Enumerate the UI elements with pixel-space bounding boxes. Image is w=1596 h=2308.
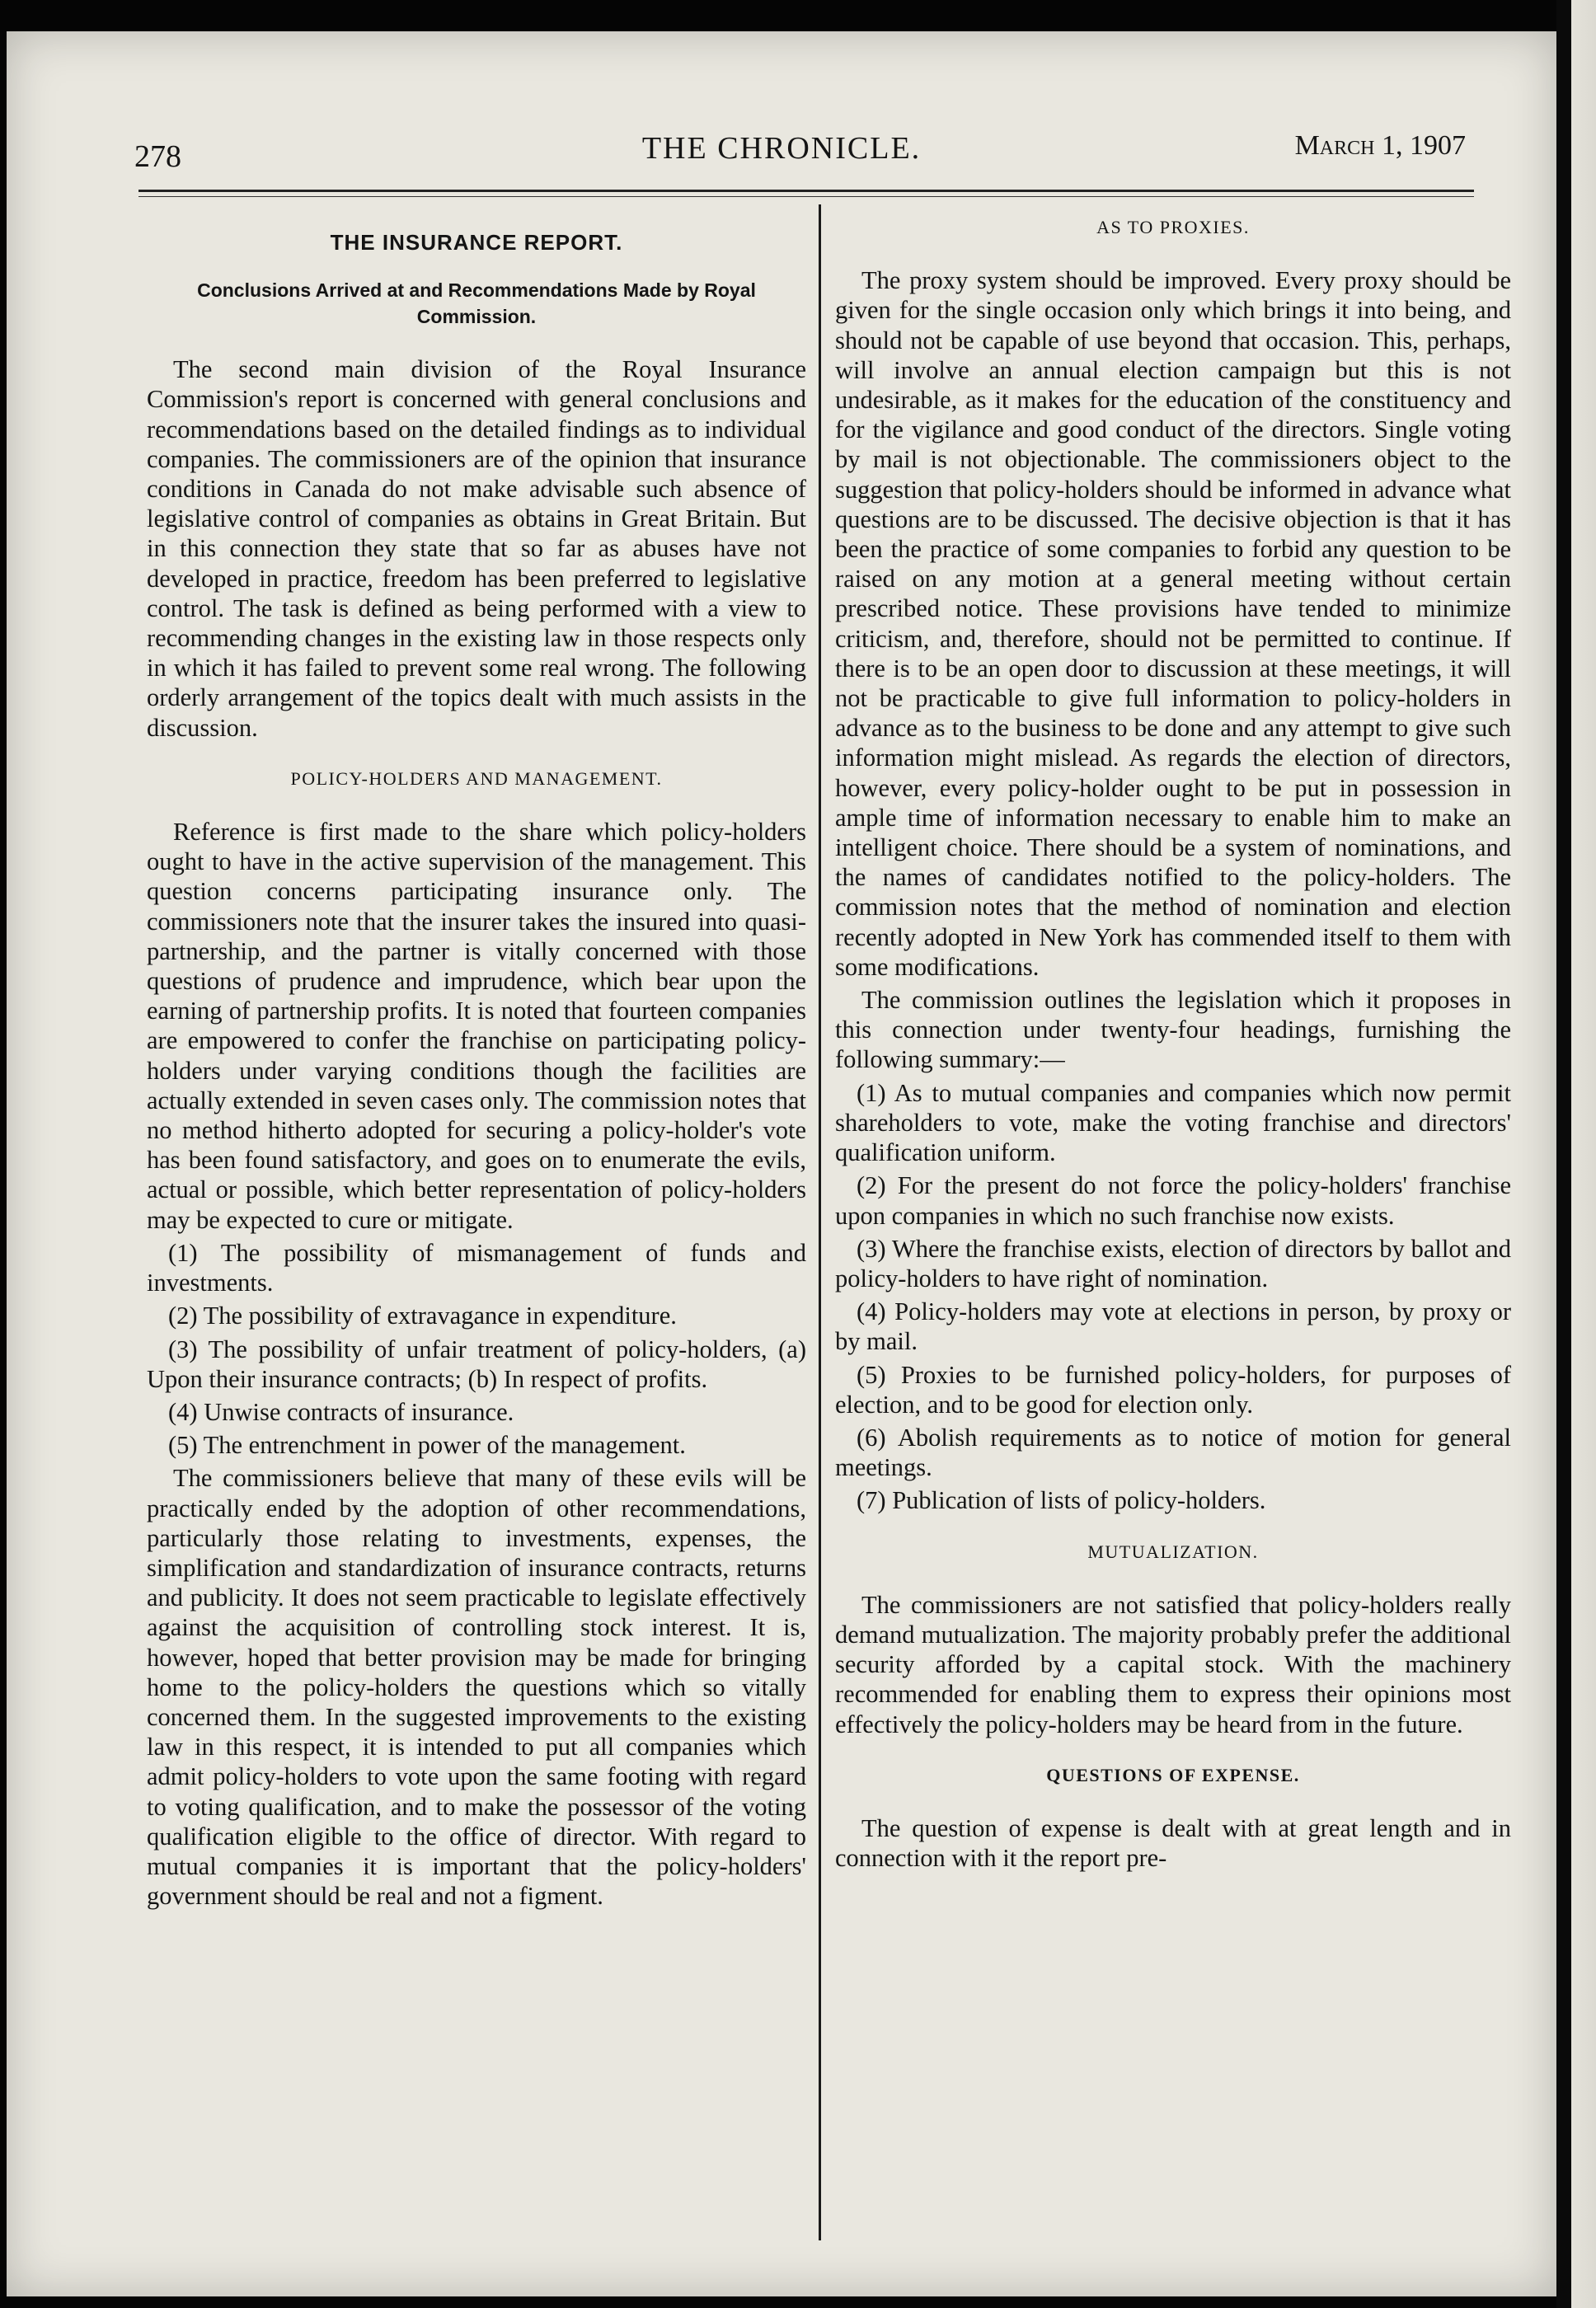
- evils-list-item: (1) The possibility of mismanagement of funds and investments.: [147, 1238, 806, 1297]
- left-column: [147, 213, 806, 1914]
- section-heading-expense: QUESTIONS OF EXPENSE.: [1046, 1764, 1300, 1785]
- evils-list-item: (5) The entrenchment in power of the management.: [168, 1431, 686, 1460]
- summary-list-item: (7) Publication of lists of policy-holders.: [857, 1486, 1266, 1515]
- summary-list-item: (1) As to mutual companies and companies which now permit shareholders to vote, make the voting franchise and directors' qualification uniform.: [835, 1078, 1511, 1167]
- article-subtitle: Conclusions Arrived at and Recommendations Made by Royal Commission.: [197, 279, 756, 328]
- summary-list-item: (6) Abolish requirements as to notice of motion for general meetings.: [835, 1423, 1511, 1482]
- summary-intro: The commission outlines the legislation which it proposes in this connection under twenty-four headings, furnishing the following summary:—: [835, 986, 1511, 1074]
- article-title: THE INSURANCE REPORT.: [330, 230, 623, 255]
- section-heading-policy-holders: POLICY-HOLDERS AND MANAGEMENT.: [290, 767, 663, 789]
- evils-list-item: (3) The possibility of unfair treatment of policy-holders, (a) Upon their insurance contracts; (b) In respect of profits.: [147, 1335, 806, 1393]
- running-header: [7, 31, 1556, 188]
- evils-list-item: (4) Unwise contracts of insurance.: [168, 1397, 514, 1426]
- expense-paragraph: The question of expense is dealt with at great length and in connection with it the report pre-: [835, 1813, 1511, 1873]
- right-column: [835, 213, 1511, 1876]
- summary-list-item: (5) Proxies to be furnished policy-holders, for purposes of election, and to be good for election only.: [835, 1360, 1511, 1419]
- journal-title: THE CHRONICLE.: [641, 131, 922, 166]
- adjacent-page-edge: [1556, 0, 1596, 2308]
- summary-list-item: (2) For the present do not force the policy-holders' franchise upon companies in which no such franchise now exists.: [835, 1171, 1511, 1230]
- page-number: 278: [134, 139, 181, 174]
- header-rule: [138, 190, 1474, 192]
- summary-list-item: (3) Where the franchise exists, election of directors by ballot and policy-holders to have right of nomination.: [835, 1234, 1511, 1292]
- mutualization-paragraph: The commissioners are not satisfied that policy-holders really demand mutualization. The majority probably prefer the additional security afforded by a capital stock. With the machinery recommended for enabling them to express their opinions most effectively the policy-holders may be heard from in the future.: [835, 1590, 1511, 1738]
- column-divider: [819, 204, 821, 2240]
- closing-paragraph: The commissioners believe that many of these evils will be practically ended by the adoption of other recommendations, particularly those relating to investments, expenses, the simplification and standardization of insurance contracts, returns and publicity. It does not seem practicable to legislate effectively against the acquisition of controlling stock interest. It is, however, hoped that better provision may be made for bringing home to the policy-holders the questions which so vitally concerned them. In the suggested improvements to the existing law in this respect, it is intended to put all companies which admit policy-holders to vote upon the same footing with regard to voting qualification, and to make the possessor of the voting qualification eligible to the office of director. With regard to mutual companies it is important that the policy-holders' government should be real and not a figment.: [147, 1464, 806, 1911]
- section-heading-proxies: AS TO PROXIES.: [1096, 217, 1250, 237]
- intro-paragraph: The second main division of the Royal Insurance Commission's report is concerned with general conclusions and recommendations based on the detailed findings as to individual companies. The commissioners are of the opinion that insurance conditions in Canada do not make advisable such absence of legislative control of companies as obtains in Great Britain. But in this connection they state that so far as abuses have not developed in practice, freedom has been preferred to legislative control. The task is defined as being performed with a view to recommending changes in the existing law in those respects only in which it has failed to prevent some real wrong. The following orderly arrangement of the topics dealt with much assists in the discussion.: [147, 355, 806, 742]
- evils-list-item: (2) The possibility of extravagance in expenditure.: [168, 1302, 677, 1330]
- summary-list-item: (4) Policy-holders may vote at elections in person, by proxy or by mail.: [835, 1297, 1511, 1356]
- header-rule-thin: [138, 196, 1474, 197]
- section-heading-mutualization: MUTUALIZATION.: [1087, 1541, 1259, 1562]
- newspaper-page: [7, 31, 1556, 2296]
- issue-date: March 1, 1907: [1294, 130, 1466, 161]
- proxies-paragraph: The proxy system should be improved. Every proxy should be given for the single occasion only which brings it into being, and should not be capable of use beyond that occasion. This, perhaps, will involve an annual election campaign but this is not undesirable, as it makes for the education of the constituency and for the vigilance and good conduct of the directors. Single voting by mail is not objectionable. The commissioners object to the suggestion that policy-holders should be informed in advance what questions are to be discussed. The decisive objection is that it has been the practice of some companies to forbid any question to be raised on any motion at a general meeting without certain prescribed notice. These provisions have tended to minimize criticism, and, therefore, should not be permitted to continue. If there is to be an open door to discussion at these meetings, it will not be practicable to give full information to policy-holders in advance as to the business to be done and any attempt to give such information might mislead. As regards the election of directors, however, every policy-holder ought to be put in possession in ample time of information necessary to enable him to make an intelligent choice. There should be a system of nominations, and the names of candidates notified to the policy-holders. The commission notes that the method of nomination and election recently adopted in New York has commended itself to them with some modifications.: [835, 266, 1511, 981]
- policy-holders-paragraph: Reference is first made to the share which policy-holders ought to have in the active supervision of the management. This question concerns participating insurance only. The commissioners note that the insurer takes the insured into quasi-partnership, and the partner is vitally concerned with those questions of prudence and imprudence, which bear upon the earning of partnership profits. It is noted that fourteen companies are empowered to confer the franchise on participating policy-holders under varying conditions though the facilities are actually extended in seven cases only. The commission notes that no method hitherto adopted for securing a policy-holder's vote has been found satisfactory, and goes on to enumerate the evils, actual or possible, which better representation of policy-holders may be expected to cure or mitigate.: [147, 818, 806, 1234]
